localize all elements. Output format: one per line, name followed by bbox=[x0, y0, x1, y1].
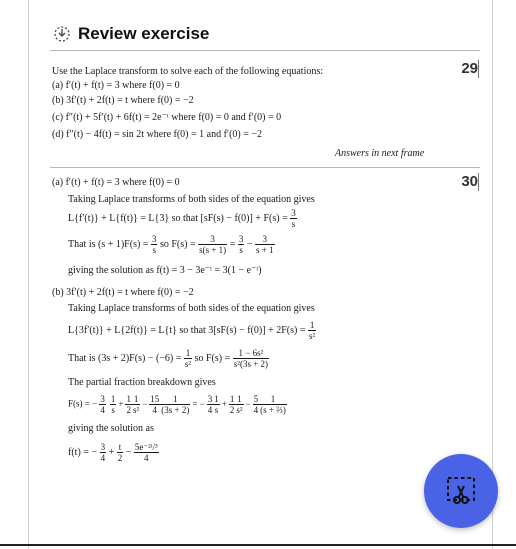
denominator: s bbox=[111, 405, 115, 415]
solution-b-heading: (b) 3f′(t) + 2f(t) = t where f(0) = −2 bbox=[52, 287, 194, 298]
numerator: 3 bbox=[100, 442, 106, 452]
partial-fraction-text: The partial fraction breakdown gives bbox=[68, 377, 216, 388]
fraction bbox=[100, 442, 107, 463]
fraction bbox=[134, 442, 159, 463]
solution-b-result-text: giving the solution as bbox=[68, 423, 154, 434]
denominator: s + 1 bbox=[255, 245, 274, 255]
solution-a-result: giving the solution as f(t) = 3 − 3e⁻ᵗ = 3(1 − e⁻ᵗ) bbox=[68, 265, 262, 276]
denominator: 2 bbox=[126, 405, 131, 415]
frame-marker bbox=[478, 60, 479, 78]
eq-text: − bbox=[246, 238, 253, 250]
frame-number-30: 30 bbox=[461, 173, 478, 190]
solution-b-result bbox=[68, 442, 159, 463]
numerator: 3 bbox=[291, 208, 296, 218]
solution-b-step: Taking Laplace transforms of both sides of the equation gives bbox=[68, 303, 315, 314]
denominator: s² bbox=[308, 331, 316, 341]
solution-b-eq2 bbox=[68, 348, 269, 369]
numerator: 1 bbox=[185, 348, 191, 358]
eq-text: so F(s) = bbox=[159, 238, 196, 250]
solution-a-heading: (a) f′(t) + f(t) = 3 where f(0) = 0 bbox=[52, 177, 180, 188]
denominator: 4 bbox=[207, 405, 213, 415]
fraction bbox=[160, 394, 190, 415]
numerator: 3 bbox=[238, 234, 244, 244]
numerator: 1 bbox=[237, 394, 242, 404]
denominator: 2 bbox=[229, 405, 235, 415]
fraction bbox=[151, 234, 158, 255]
eq-text: L{f′(t)} + L{f(t)} = L{3} so that [sF(s) − f(0)] + F(s) = bbox=[68, 212, 288, 224]
denominator: 4 bbox=[152, 405, 158, 415]
numerator: 3 bbox=[207, 394, 213, 404]
numerator: 3 bbox=[198, 234, 227, 245]
page-bottom-rule bbox=[0, 544, 516, 546]
fraction bbox=[308, 320, 316, 341]
frame-marker bbox=[478, 173, 479, 191]
denominator: s bbox=[214, 405, 219, 415]
fraction bbox=[149, 394, 160, 415]
denominator: 2 bbox=[117, 453, 123, 463]
numerator: 15 bbox=[150, 394, 160, 404]
eq-text: = bbox=[229, 238, 236, 250]
solution-a-eq1 bbox=[68, 208, 297, 229]
eq-operator: − bbox=[245, 398, 251, 409]
solution-b-eq1 bbox=[68, 320, 316, 341]
eq-operator: + bbox=[118, 398, 124, 409]
denominator: s²(3s + 2) bbox=[233, 359, 269, 369]
eq-text: + bbox=[108, 446, 115, 458]
exercise-item-d: (d) f″(t) − 4f(t) = sin 2t where f(0) = 1 and f′(0) = −2 bbox=[52, 129, 263, 140]
exercise-item-a: (a) f′(t) + f(t) = 3 where f(0) = 0 bbox=[52, 80, 180, 91]
fraction bbox=[213, 394, 220, 415]
fraction bbox=[99, 394, 106, 415]
page-left-rule bbox=[28, 0, 29, 549]
denominator: s² bbox=[132, 405, 140, 415]
numerator: t bbox=[118, 442, 122, 452]
numerator: 1 bbox=[160, 394, 190, 405]
exercise-item-c: (c) f″(t) + 5f′(t) + 6f(t) = 2e⁻ᵗ where f(0) = 0 and f′(0) = 0 bbox=[52, 112, 282, 123]
fraction bbox=[290, 208, 297, 229]
numerator: 1 − 6s² bbox=[233, 348, 269, 359]
eq-operator: − bbox=[142, 398, 148, 409]
numerator: 1 bbox=[229, 394, 235, 404]
frame-number-29: 29 bbox=[461, 60, 478, 77]
header-divider bbox=[50, 50, 480, 51]
partial-fraction-equation bbox=[68, 394, 287, 415]
eq-text: L{3f′(t)} + L{2f(t)} = L{t} so that 3[sF(s) − f(0)] + 2F(s) = bbox=[68, 324, 306, 336]
eq-operator: + bbox=[221, 398, 227, 409]
exercise-intro: Use the Laplace transform to solve each of the following equations: bbox=[52, 66, 324, 77]
eq-text: so F(s) = bbox=[194, 352, 231, 364]
fraction bbox=[238, 234, 245, 255]
numerator: 1 bbox=[214, 394, 219, 404]
fraction bbox=[184, 348, 192, 369]
fraction bbox=[233, 348, 269, 369]
numerator: 1 bbox=[126, 394, 131, 404]
numerator: 1 bbox=[309, 320, 315, 330]
fraction bbox=[235, 394, 243, 415]
fraction bbox=[259, 394, 287, 415]
eq-operator: = − bbox=[192, 398, 205, 409]
denominator: s bbox=[152, 245, 156, 255]
fraction bbox=[198, 234, 227, 255]
numerator: 3 bbox=[100, 394, 105, 404]
numerator: 1 bbox=[259, 394, 287, 405]
solution-a-step: Taking Laplace transforms of both sides of the equation gives bbox=[68, 194, 315, 205]
numerator: 3 bbox=[255, 234, 275, 245]
solution-a-eq2 bbox=[68, 234, 275, 255]
eq-text: That is (3s + 2)F(s) − (−6) = bbox=[68, 352, 182, 364]
denominator: s bbox=[291, 219, 296, 229]
numerator: 3 bbox=[151, 234, 157, 244]
denominator: 4 bbox=[144, 453, 149, 463]
denominator: s² bbox=[236, 405, 243, 415]
denominator: s bbox=[239, 245, 243, 255]
page-right-rule bbox=[492, 0, 493, 549]
exercise-item-b: (b) 3f′(t) + 2f(t) = t where f(0) = −2 bbox=[52, 95, 194, 106]
numerator: 5 bbox=[253, 394, 259, 404]
screenshot-crop-button[interactable] bbox=[424, 454, 498, 528]
eq-text: F(s) = − bbox=[68, 398, 98, 409]
eq-text: − bbox=[125, 446, 132, 458]
denominator: (3s + 2) bbox=[161, 405, 190, 415]
denominator: s(s + 1) bbox=[199, 245, 227, 255]
numerator: 1 bbox=[110, 394, 116, 404]
denominator: 4 bbox=[100, 453, 106, 463]
denominator: s² bbox=[184, 359, 192, 369]
fraction bbox=[255, 234, 275, 255]
answers-note: Answers in next frame bbox=[335, 148, 425, 159]
denominator: (s + ⅔) bbox=[260, 405, 286, 415]
eq-text: That is (s + 1)F(s) = bbox=[68, 238, 149, 250]
section-title: Review exercise bbox=[78, 24, 210, 43]
fraction bbox=[117, 442, 124, 463]
fraction bbox=[132, 394, 140, 415]
review-loop-icon bbox=[52, 24, 72, 44]
numerator: 1 bbox=[133, 394, 139, 404]
section-header bbox=[52, 24, 209, 44]
eq-text: f(t) = − bbox=[68, 446, 98, 458]
frame-divider bbox=[50, 167, 480, 168]
numerator: 5e⁻²ᵗ/³ bbox=[134, 442, 158, 452]
scissors-capture-icon bbox=[444, 474, 478, 508]
fraction bbox=[110, 394, 117, 415]
denominator: 4 bbox=[100, 405, 105, 415]
denominator: 4 bbox=[253, 405, 259, 415]
